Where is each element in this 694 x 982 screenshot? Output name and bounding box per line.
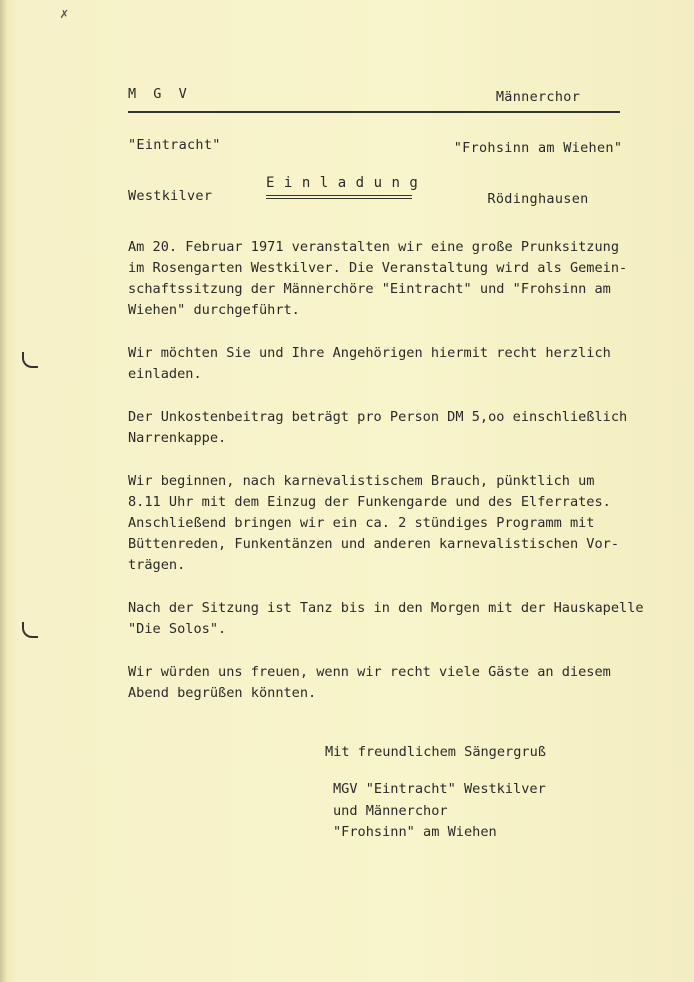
paragraph: Nach der Sitzung ist Tanz bis in den Morgen mit der Hauskapelle "Die Solos".	[128, 600, 644, 637]
header-left	[128, 52, 221, 222]
header-left-line1: M G V	[128, 86, 187, 102]
header-right-line1: Männerchor	[495, 89, 581, 105]
header-rule	[128, 111, 620, 113]
header-right-line2: "Frohsinn am Wiehen"	[453, 140, 623, 156]
header-right	[448, 55, 628, 225]
signature-block: MGV "Eintracht" Westkilver und Männerchor "Frohsinn" am Wiehen	[333, 781, 546, 840]
header-right-line3: Rödinghausen	[487, 191, 589, 207]
ink-mark: ✗	[60, 6, 69, 22]
letter-body	[128, 237, 673, 726]
paragraph: Wir möchten Sie und Ihre Angehörigen hiermit recht herzlich einladen.	[128, 345, 611, 382]
header-left-line2: "Eintracht"	[128, 137, 221, 153]
paragraph: Am 20. Februar 1971 veranstalten wir eine große Prunksitzung im Rosengarten Westkilver. Die Veranstaltung wird als Gemein- schaftssitzung der Männerchöre "Eintracht" und "Frohsinn am Wiehen" durchgeführt.	[128, 239, 628, 318]
header-left-line3: Westkilver	[128, 188, 213, 204]
closing-greeting: Mit freundlichem Sängergruß	[325, 744, 546, 760]
page-edge	[0, 0, 6, 982]
paragraph: Wir würden uns freuen, wenn wir recht viele Gäste an diesem Abend begrüßen könnten.	[128, 664, 611, 701]
page-title: Einladung	[266, 175, 428, 191]
title-underline	[266, 198, 412, 199]
paragraph: Der Unkostenbeitrag beträgt pro Person DM 5,oo einschließlich Narrenkappe.	[128, 409, 628, 446]
title-underline	[266, 195, 412, 196]
paragraph: Wir beginnen, nach karnevalistischem Brauch, pünktlich um 8.11 Uhr mit dem Einzug der Funkengarde und des Elferrates. Anschließend bringen wir ein ca. 2 stündiges Programm mit Büttenreden, Funkentänzen und anderen karnevalistischen Vor- trägen.	[128, 473, 620, 573]
